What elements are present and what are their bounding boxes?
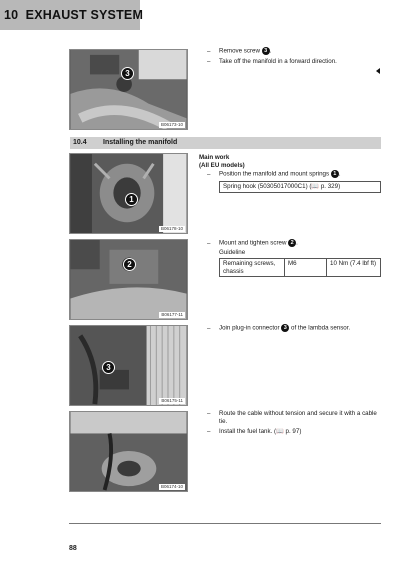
step-install-fuel-tank: – Install the fuel tank. (📖 p. 97) [207, 428, 302, 435]
guideline-torque: 10 Nm (7.4 lbf ft) [327, 259, 381, 277]
tool-spring-hook: Spring hook (50305017000C1) (📖 p. 329) [219, 181, 381, 193]
page-number: 88 [69, 545, 77, 552]
chapter-title: EXHAUST SYSTEM [25, 8, 144, 22]
photo-plug-connector [69, 325, 188, 406]
photo-code: B06175-11 [161, 398, 183, 403]
chapter-header [0, 0, 144, 30]
photo-code: B06174-10 [160, 484, 183, 489]
section-number: 10.4 [73, 139, 87, 146]
continue-arrow-icon [376, 68, 380, 74]
callout-2-inline: 2 [288, 239, 296, 247]
section-heading [70, 137, 381, 149]
callout-3: 3 [121, 67, 134, 80]
callout-3-inline: 3 [262, 47, 270, 55]
footer-rule [69, 523, 381, 524]
photo-code: B06177-11 [161, 312, 183, 317]
guideline-label: Guideline [219, 249, 246, 256]
step-route-cable: – Route the cable without tension and secure it with a cable tie. [207, 410, 377, 425]
photo-position-manifold [69, 153, 188, 234]
photo-code: B06178-10 [160, 226, 183, 231]
callout-1-inline: 1 [331, 170, 339, 178]
photo-tighten-screw [69, 239, 188, 320]
step-join-connector: – Join plug-in connector 3 of the lambda sensor. [207, 324, 351, 332]
photo-plug-connector-image [70, 326, 187, 405]
step-take-off-manifold: – Take off the manifold in a forward direction. [207, 58, 337, 65]
photo-tighten-screw-image [70, 240, 187, 319]
callout-3-inline: 3 [281, 324, 289, 332]
guideline-item: Remaining screws, chassis [220, 259, 285, 277]
callout-3: 3 [102, 361, 115, 374]
photo-route-cable-image [70, 412, 187, 491]
photo-remove-screw-image [70, 50, 187, 129]
guideline-thread: M6 [285, 259, 327, 277]
step-remove-screw: – Remove screw 3 . [207, 47, 272, 55]
step-position-manifold: – Position the manifold and mount springs 1 . [207, 170, 341, 178]
book-reference-icon: 📖 [276, 428, 284, 435]
photo-route-cable [69, 411, 188, 492]
photo-code: B06173-10 [160, 122, 183, 127]
step-tighten-screw: – Mount and tighten screw 2 . [207, 239, 298, 247]
book-reference-icon: 📖 [311, 183, 320, 190]
callout-1: 1 [125, 193, 138, 206]
torque-guideline-table [219, 258, 381, 277]
section-title: Installing the manifold [103, 139, 178, 146]
chapter-number: 10 [4, 8, 19, 22]
photo-remove-screw [69, 49, 188, 130]
main-work-heading: Main work (All EU models) [199, 154, 245, 169]
callout-2: 2 [123, 258, 136, 271]
